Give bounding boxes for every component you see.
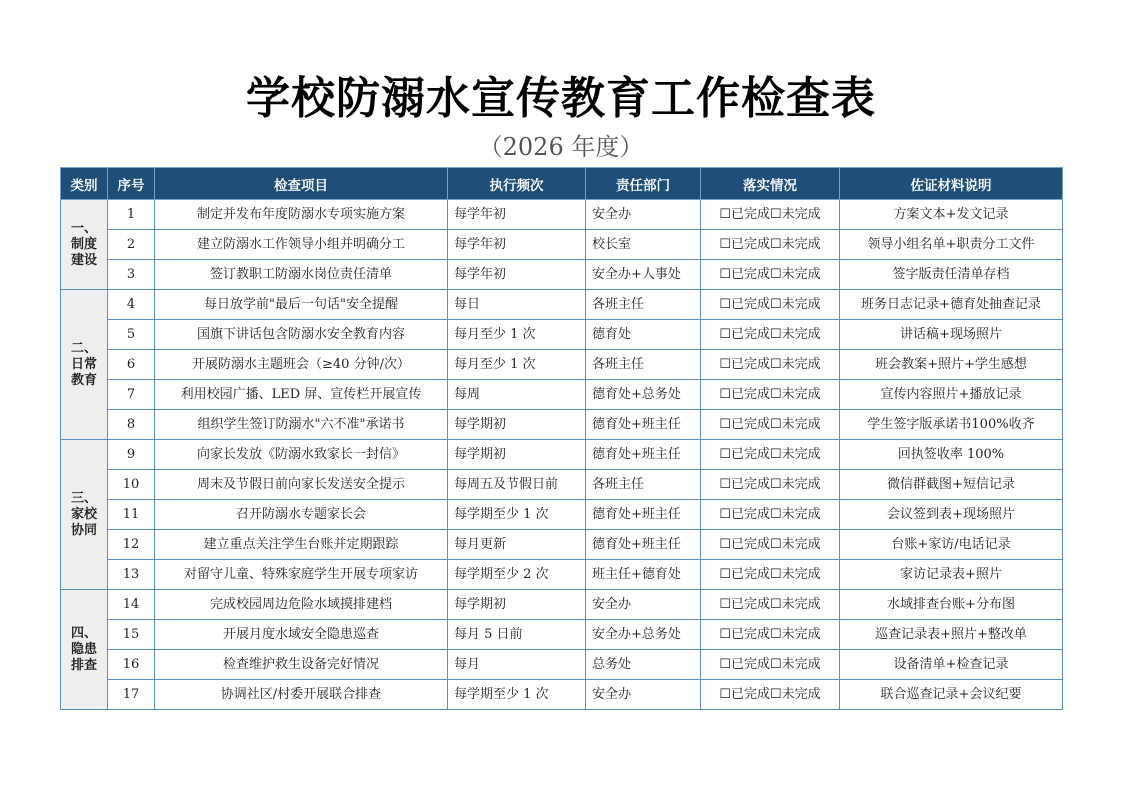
frequency: 每周 [448,380,586,410]
row-number: 5 [108,320,155,350]
status-options: ☐已完成☐未完成 [701,290,840,320]
department: 安全办 [586,200,701,230]
check-item: 每日放学前"最后一句话"安全提醒 [155,290,448,320]
status-options: ☐已完成☐未完成 [701,200,840,230]
status-options: ☐已完成☐未完成 [701,470,840,500]
status-options: ☐已完成☐未完成 [701,260,840,290]
category-cell [61,440,108,590]
department: 德育处+班主任 [586,410,701,440]
frequency: 每学期至少 1 次 [448,680,586,710]
row-number: 9 [108,440,155,470]
check-item: 对留守儿童、特殊家庭学生开展专项家访 [155,560,448,590]
check-item: 签订教职工防溺水岗位责任清单 [155,260,448,290]
frequency: 每学期初 [448,410,586,440]
row-number: 4 [108,290,155,320]
column-header-frequency: 执行频次 [448,168,586,200]
check-item: 完成校园周边危险水域摸排建档 [155,590,448,620]
evidence-description: 班务日志记录+德育处抽查记录 [840,290,1063,320]
evidence-description: 讲话稿+现场照片 [840,320,1063,350]
department: 安全办 [586,680,701,710]
evidence-description: 台账+家访/电话记录 [840,530,1063,560]
department: 总务处 [586,650,701,680]
table-row [61,650,1063,680]
department: 安全办+人事处 [586,260,701,290]
department: 德育处+班主任 [586,440,701,470]
check-item: 建立防溺水工作领导小组并明确分工 [155,230,448,260]
row-number: 2 [108,230,155,260]
frequency: 每学期初 [448,440,586,470]
category-name: 日常教育 [70,356,97,388]
row-number: 15 [108,620,155,650]
row-number: 3 [108,260,155,290]
frequency: 每学年初 [448,230,586,260]
table-row [61,380,1063,410]
column-header-item: 检查项目 [155,168,448,200]
table-row [61,290,1063,320]
status-options: ☐已完成☐未完成 [701,500,840,530]
row-number: 10 [108,470,155,500]
column-header-status: 落实情况 [701,168,840,200]
check-item: 协调社区/村委开展联合排查 [155,680,448,710]
frequency: 每学期初 [448,590,586,620]
frequency: 每学年初 [448,200,586,230]
department: 校长室 [586,230,701,260]
frequency: 每学年初 [448,260,586,290]
frequency: 每月更新 [448,530,586,560]
department: 安全办 [586,590,701,620]
row-number: 6 [108,350,155,380]
frequency: 每日 [448,290,586,320]
table-row [61,500,1063,530]
status-options: ☐已完成☐未完成 [701,320,840,350]
check-item: 组织学生签订防溺水"六不准"承诺书 [155,410,448,440]
table-row [61,260,1063,290]
status-options: ☐已完成☐未完成 [701,590,840,620]
evidence-description: 巡查记录表+照片+整改单 [840,620,1063,650]
category-number: 一、 [70,220,97,236]
table-row [61,350,1063,380]
frequency: 每学期至少 2 次 [448,560,586,590]
evidence-description: 联合巡查记录+会议纪要 [840,680,1063,710]
check-item: 向家长发放《防溺水致家长一封信》 [155,440,448,470]
evidence-description: 宣传内容照片+播放记录 [840,380,1063,410]
row-number: 8 [108,410,155,440]
table-row [61,530,1063,560]
department: 德育处 [586,320,701,350]
table-row [61,590,1063,620]
page-subtitle: （2026 年度） [478,133,644,161]
column-header-category: 类别 [61,168,108,200]
evidence-description: 方案文本+发文记录 [840,200,1063,230]
check-item: 开展防溺水主题班会（≥40 分钟/次） [155,350,448,380]
evidence-description: 家访记录表+照片 [840,560,1063,590]
evidence-description: 学生签字版承诺书100%收齐 [840,410,1063,440]
table-body [61,200,1063,710]
department: 班主任+德育处 [586,560,701,590]
evidence-description: 水域排查台账+分布图 [840,590,1063,620]
table-row [61,560,1063,590]
row-number: 1 [108,200,155,230]
row-number: 14 [108,590,155,620]
row-number: 17 [108,680,155,710]
table-row [61,440,1063,470]
table-row [61,680,1063,710]
frequency: 每学期至少 1 次 [448,500,586,530]
category-name: 制度建设 [70,236,97,268]
evidence-description: 设备清单+检查记录 [840,650,1063,680]
category-number: 四、 [70,625,97,641]
department: 德育处+班主任 [586,530,701,560]
frequency: 每月 5 日前 [448,620,586,650]
evidence-description: 签字版责任清单存档 [840,260,1063,290]
status-options: ☐已完成☐未完成 [701,620,840,650]
page-title: 学校防溺水宣传教育工作检查表 [246,73,876,124]
department: 各班主任 [586,290,701,320]
status-options: ☐已完成☐未完成 [701,650,840,680]
check-item: 建立重点关注学生台账并定期跟踪 [155,530,448,560]
category-number: 二、 [70,340,97,356]
evidence-description: 会议签到表+现场照片 [840,500,1063,530]
table-header-row [61,168,1063,200]
status-options: ☐已完成☐未完成 [701,230,840,260]
frequency: 每月 [448,650,586,680]
frequency: 每周五及节假日前 [448,470,586,500]
evidence-description: 领导小组名单+职责分工文件 [840,230,1063,260]
row-number: 7 [108,380,155,410]
row-number: 16 [108,650,155,680]
check-item: 周末及节假日前向家长发送安全提示 [155,470,448,500]
inspection-table [60,167,1063,710]
table-row [61,620,1063,650]
status-options: ☐已完成☐未完成 [701,440,840,470]
department: 各班主任 [586,470,701,500]
status-options: ☐已完成☐未完成 [701,530,840,560]
status-options: ☐已完成☐未完成 [701,680,840,710]
evidence-description: 微信群截图+短信记录 [840,470,1063,500]
table-row [61,200,1063,230]
column-header-evidence: 佐证材料说明 [840,168,1063,200]
status-options: ☐已完成☐未完成 [701,350,840,380]
column-header-department: 责任部门 [586,168,701,200]
evidence-description: 班会教案+照片+学生感想 [840,350,1063,380]
category-name: 家校协同 [70,506,97,538]
check-item: 利用校园广播、LED 屏、宣传栏开展宣传 [155,380,448,410]
column-header-number: 序号 [108,168,155,200]
table-row [61,410,1063,440]
category-number: 三、 [70,490,97,506]
table-row [61,320,1063,350]
check-item: 检查维护救生设备完好情况 [155,650,448,680]
table-row [61,470,1063,500]
table-row [61,230,1063,260]
category-name: 隐患排查 [70,641,97,673]
check-item: 开展月度水域安全隐患巡查 [155,620,448,650]
department: 各班主任 [586,350,701,380]
row-number: 12 [108,530,155,560]
department: 安全办+总务处 [586,620,701,650]
check-item: 制定并发布年度防溺水专项实施方案 [155,200,448,230]
department: 德育处+总务处 [586,380,701,410]
frequency: 每月至少 1 次 [448,320,586,350]
department: 德育处+班主任 [586,500,701,530]
category-cell [61,590,108,710]
evidence-description: 回执签收率 100% [840,440,1063,470]
status-options: ☐已完成☐未完成 [701,380,840,410]
check-item: 国旗下讲话包含防溺水安全教育内容 [155,320,448,350]
check-item: 召开防溺水专题家长会 [155,500,448,530]
row-number: 11 [108,500,155,530]
status-options: ☐已完成☐未完成 [701,410,840,440]
category-cell [61,290,108,440]
frequency: 每月至少 1 次 [448,350,586,380]
row-number: 13 [108,560,155,590]
category-cell [61,200,108,290]
status-options: ☐已完成☐未完成 [701,560,840,590]
